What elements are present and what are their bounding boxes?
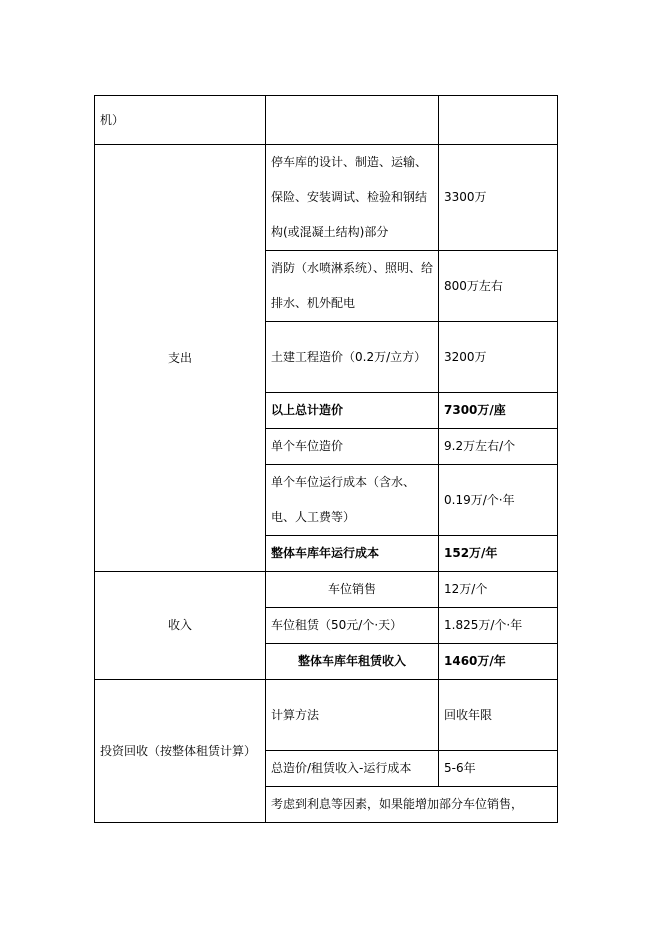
expense-value-cell: 0.19万/个·年 [439, 465, 558, 536]
expense-item-cell: 消防（水喷淋系统）、照明、给排水、机外配电 [266, 251, 439, 322]
income-item-cell: 车位销售 [266, 572, 439, 608]
recovery-formula-cell: 总造价/租赁收入-运行成本 [266, 751, 439, 787]
payback-period-header: 回收年限 [439, 680, 558, 751]
expense-value-cell: 9.2万左右/个 [439, 429, 558, 465]
calculation-method-header: 计算方法 [266, 680, 439, 751]
expense-value-cell: 3300万 [439, 145, 558, 251]
recovery-category-cell: 投资回收（按整体租赁计算） [95, 680, 266, 823]
expense-value-cell: 3200万 [439, 322, 558, 393]
annual-operating-cost-value: 152万/年 [439, 536, 558, 572]
expense-item-cell: 土建工程造价（0.2万/立方） [266, 322, 439, 393]
expense-total-value: 7300万/座 [439, 393, 558, 429]
recovery-note-cell: 考虑到利息等因素，如果能增加部分车位销售， [266, 787, 558, 823]
continued-label-cell: 机） [95, 96, 266, 145]
cost-table [94, 95, 558, 823]
table-row [95, 145, 558, 251]
table-row [95, 680, 558, 751]
expense-total-label: 以上总计造价 [266, 393, 439, 429]
annual-rental-income-value: 1460万/年 [439, 644, 558, 680]
expense-item-cell: 单个车位造价 [266, 429, 439, 465]
table-row [95, 96, 558, 145]
table-row [95, 572, 558, 608]
income-item-cell: 车位租赁（50元/个·天） [266, 608, 439, 644]
income-category-cell: 收入 [95, 572, 266, 680]
continued-item-cell [266, 96, 439, 145]
expense-item-cell: 停车库的设计、制造、运输、保险、安装调试、检验和钢结构(或混凝土结构)部分 [266, 145, 439, 251]
expense-value-cell: 800万左右 [439, 251, 558, 322]
expense-category-cell: 支出 [95, 145, 266, 572]
payback-period-value: 5-6年 [439, 751, 558, 787]
expense-item-cell: 单个车位运行成本（含水、电、人工费等） [266, 465, 439, 536]
annual-rental-income-label: 整体车库年租赁收入 [266, 644, 439, 680]
income-value-cell: 12万/个 [439, 572, 558, 608]
annual-operating-cost-label: 整体车库年运行成本 [266, 536, 439, 572]
continued-value-cell [439, 96, 558, 145]
income-value-cell: 1.825万/个·年 [439, 608, 558, 644]
